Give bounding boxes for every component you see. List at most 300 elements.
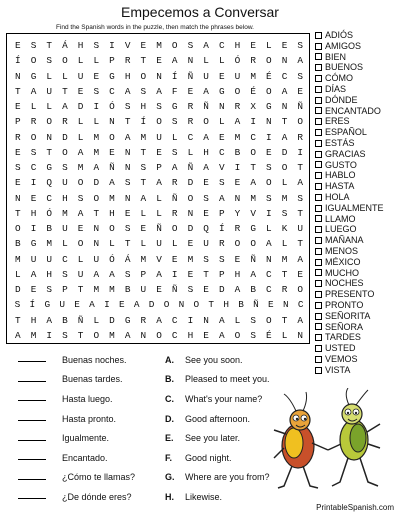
grid-letter[interactable]: C [171, 314, 178, 326]
grid-letter[interactable]: A [203, 131, 209, 143]
grid-letter[interactable]: U [203, 70, 209, 82]
word-list-item[interactable] [315, 116, 400, 127]
grid-letter[interactable]: E [30, 192, 37, 204]
grid-letter[interactable]: C [281, 70, 288, 82]
grid-letter[interactable]: B [62, 314, 68, 326]
grid-letter[interactable]: L [281, 329, 288, 341]
grid-letter[interactable]: E [187, 238, 194, 250]
grid-letter[interactable]: R [297, 131, 304, 143]
grid-letter[interactable]: A [93, 268, 100, 280]
grid-letter[interactable]: N [15, 70, 21, 82]
grid-letter[interactable]: S [124, 223, 131, 234]
grid-letter[interactable]: R [140, 314, 147, 326]
grid-letter[interactable]: S [203, 253, 209, 265]
grid-letter[interactable]: O [266, 177, 272, 189]
grid-letter[interactable]: R [281, 284, 288, 295]
word-list-item[interactable] [315, 268, 400, 279]
grid-letter[interactable]: E [187, 85, 194, 97]
answer-blank[interactable] [18, 420, 46, 421]
grid-letter[interactable]: E [203, 177, 209, 189]
grid-letter[interactable]: A [77, 146, 84, 158]
grid-letter[interactable]: G [109, 70, 115, 82]
grid-letter[interactable]: O [30, 131, 37, 143]
grid-letter[interactable]: O [203, 116, 209, 128]
grid-letter[interactable]: A [156, 314, 162, 326]
grid-letter[interactable]: O [163, 299, 170, 311]
grid-letter[interactable]: N [93, 238, 100, 250]
grid-letter[interactable]: R [62, 116, 68, 128]
answer-blank[interactable] [18, 361, 46, 362]
checkbox-icon[interactable] [315, 86, 322, 93]
checkbox-icon[interactable] [315, 334, 322, 341]
grid-letter[interactable]: R [30, 116, 37, 128]
grid-letter[interactable]: C [30, 162, 37, 173]
grid-letter[interactable]: U [203, 238, 209, 250]
grid-letter[interactable]: T [46, 146, 53, 158]
grid-letter[interactable]: N [266, 116, 272, 128]
grid-letter[interactable]: Ñ [297, 101, 304, 112]
grid-letter[interactable]: D [62, 131, 68, 143]
grid-letter[interactable]: L [46, 101, 53, 112]
grid-letter[interactable]: U [93, 253, 100, 265]
grid-letter[interactable]: Y [234, 207, 241, 219]
word-list-item[interactable] [315, 203, 400, 214]
grid-letter[interactable]: O [250, 238, 256, 250]
checkbox-icon[interactable] [315, 151, 322, 158]
grid-letter[interactable]: A [124, 329, 131, 341]
grid-letter[interactable]: I [46, 329, 53, 341]
grid-letter[interactable]: Q [203, 223, 209, 234]
grid-letter[interactable]: O [140, 70, 147, 82]
grid-letter[interactable]: O [46, 116, 53, 128]
word-list-item[interactable] [315, 311, 400, 322]
grid-letter[interactable]: O [77, 177, 84, 189]
grid-letter[interactable]: E [156, 284, 162, 295]
grid-letter[interactable]: L [218, 116, 225, 128]
grid-letter[interactable]: G [30, 70, 37, 82]
grid-letter[interactable]: H [234, 268, 241, 280]
grid-letter[interactable]: Ñ [156, 223, 162, 234]
grid-letter[interactable]: E [15, 177, 21, 189]
grid-letter[interactable]: M [109, 284, 115, 295]
grid-letter[interactable]: O [234, 85, 241, 97]
grid-letter[interactable]: N [234, 192, 241, 204]
grid-letter[interactable]: Ó [46, 207, 53, 219]
grid-letter[interactable]: T [15, 85, 21, 97]
grid-letter[interactable]: A [30, 268, 37, 280]
grid-letter[interactable]: N [187, 55, 194, 67]
grid-letter[interactable]: M [281, 192, 288, 204]
grid-letter[interactable]: I [187, 314, 194, 326]
grid-letter[interactable]: A [156, 268, 162, 280]
grid-letter[interactable]: N [46, 131, 53, 143]
grid-letter[interactable]: S [281, 207, 288, 219]
grid-letter[interactable]: D [109, 314, 115, 326]
grid-letter[interactable]: Ñ [171, 284, 178, 295]
grid-letter[interactable]: O [93, 329, 100, 341]
grid-letter[interactable]: R [187, 116, 194, 128]
grid-letter[interactable]: H [140, 101, 147, 112]
checkbox-icon[interactable] [315, 302, 322, 309]
grid-letter[interactable]: L [15, 268, 21, 280]
grid-letter[interactable]: R [124, 55, 131, 67]
checkbox-icon[interactable] [315, 53, 322, 60]
grid-letter[interactable]: N [15, 192, 21, 204]
grid-letter[interactable]: G [30, 238, 37, 250]
grid-letter[interactable]: N [203, 314, 209, 326]
grid-letter[interactable]: S [140, 162, 147, 173]
grid-letter[interactable]: N [218, 101, 225, 112]
grid-letter[interactable]: T [15, 207, 21, 219]
grid-letter[interactable]: R [187, 101, 194, 112]
grid-letter[interactable]: U [77, 70, 84, 82]
grid-letter[interactable]: Ñ [203, 101, 209, 112]
grid-letter[interactable]: T [77, 284, 84, 295]
grid-letter[interactable]: S [124, 101, 131, 112]
grid-letter[interactable]: T [250, 162, 256, 173]
grid-letter[interactable]: S [93, 85, 100, 97]
grid-letter[interactable]: G [44, 299, 51, 311]
grid-letter[interactable]: M [250, 192, 256, 204]
grid-letter[interactable]: E [140, 223, 147, 234]
grid-letter[interactable]: O [109, 131, 115, 143]
grid-letter[interactable]: Í [171, 70, 178, 82]
answer-blank[interactable] [18, 459, 46, 460]
grid-letter[interactable]: I [104, 299, 110, 311]
grid-letter[interactable]: A [281, 131, 288, 143]
grid-letter[interactable]: U [297, 223, 304, 234]
grid-letter[interactable]: G [124, 314, 131, 326]
grid-letter[interactable]: S [62, 329, 68, 341]
grid-letter[interactable]: P [62, 284, 68, 295]
grid-letter[interactable]: E [93, 70, 100, 82]
grid-letter[interactable]: E [109, 146, 115, 158]
grid-letter[interactable]: C [171, 329, 178, 341]
grid-letter[interactable]: A [156, 177, 162, 189]
grid-letter[interactable]: N [93, 223, 100, 234]
word-list-item[interactable] [315, 106, 400, 117]
grid-letter[interactable]: Q [46, 177, 53, 189]
grid-letter[interactable]: T [62, 85, 68, 97]
grid-letter[interactable]: O [281, 162, 288, 173]
grid-letter[interactable]: N [124, 192, 131, 204]
grid-letter[interactable]: M [93, 284, 100, 295]
grid-letter[interactable]: Ñ [187, 162, 194, 173]
grid-letter[interactable]: E [156, 55, 162, 67]
word-list-item[interactable] [315, 170, 400, 181]
grid-letter[interactable]: R [218, 238, 225, 250]
grid-letter[interactable]: O [171, 40, 178, 51]
grid-letter[interactable]: A [297, 253, 304, 265]
grid-letter[interactable]: O [234, 238, 241, 250]
answer-blank[interactable] [18, 440, 46, 441]
grid-letter[interactable]: U [234, 70, 241, 82]
grid-letter[interactable]: T [124, 116, 131, 128]
grid-letter[interactable]: A [124, 131, 131, 143]
grid-letter[interactable]: E [77, 223, 84, 234]
grid-letter[interactable]: E [187, 268, 194, 280]
grid-letter[interactable]: S [187, 40, 194, 51]
word-list-item[interactable] [315, 192, 400, 203]
grid-letter[interactable]: D [93, 177, 100, 189]
checkbox-icon[interactable] [315, 226, 322, 233]
grid-letter[interactable]: T [208, 299, 215, 311]
grid-letter[interactable]: S [187, 284, 194, 295]
grid-letter[interactable]: L [93, 314, 100, 326]
grid-letter[interactable]: Ñ [109, 162, 115, 173]
grid-letter[interactable]: Ó [109, 253, 115, 265]
grid-letter[interactable]: H [234, 40, 241, 51]
grid-letter[interactable]: L [77, 253, 84, 265]
grid-letter[interactable]: G [46, 162, 53, 173]
grid-letter[interactable]: I [250, 116, 256, 128]
grid-letter[interactable]: S [297, 40, 304, 51]
grid-letter[interactable]: B [234, 146, 241, 158]
word-list-item[interactable] [315, 52, 400, 63]
grid-letter[interactable]: S [15, 162, 21, 173]
checkbox-icon[interactable] [315, 172, 322, 179]
grid-letter[interactable]: E [15, 40, 21, 51]
grid-letter[interactable]: S [297, 192, 304, 204]
checkbox-icon[interactable] [315, 129, 322, 136]
grid-letter[interactable]: U [77, 268, 84, 280]
grid-letter[interactable]: B [238, 299, 244, 311]
grid-letter[interactable]: T [297, 238, 304, 250]
grid-letter[interactable]: O [171, 223, 178, 234]
grid-letter[interactable]: A [140, 192, 147, 204]
grid-letter[interactable]: S [218, 253, 225, 265]
grid-letter[interactable]: M [46, 238, 53, 250]
grid-letter[interactable]: A [93, 162, 100, 173]
checkbox-icon[interactable] [315, 291, 322, 298]
grid-letter[interactable]: A [218, 329, 225, 341]
grid-letter[interactable]: P [218, 268, 225, 280]
grid-letter[interactable]: Ñ [253, 299, 259, 311]
grid-letter[interactable]: N [124, 162, 131, 173]
grid-letter[interactable]: T [93, 207, 100, 219]
grid-letter[interactable]: N [266, 253, 272, 265]
word-list-item[interactable] [315, 235, 400, 246]
word-list-item[interactable] [315, 246, 400, 257]
grid-letter[interactable]: É [266, 329, 272, 341]
grid-letter[interactable]: T [46, 40, 53, 51]
grid-letter[interactable]: L [171, 238, 178, 250]
grid-letter[interactable]: L [30, 101, 37, 112]
grid-letter[interactable]: L [156, 207, 162, 219]
grid-letter[interactable]: U [62, 223, 68, 234]
grid-letter[interactable]: C [218, 40, 225, 51]
grid-letter[interactable]: C [218, 146, 225, 158]
grid-letter[interactable]: T [281, 116, 288, 128]
grid-letter[interactable]: R [171, 177, 178, 189]
grid-letter[interactable]: E [74, 299, 80, 311]
grid-letter[interactable]: Í [140, 116, 147, 128]
grid-letter[interactable]: C [109, 85, 115, 97]
grid-letter[interactable]: L [77, 131, 84, 143]
grid-letter[interactable]: X [250, 101, 256, 112]
grid-letter[interactable]: L [281, 238, 288, 250]
answer-blank[interactable] [18, 498, 46, 499]
grid-letter[interactable]: A [234, 284, 241, 295]
grid-letter[interactable]: U [156, 131, 162, 143]
word-list-item[interactable] [315, 354, 400, 365]
grid-letter[interactable]: R [234, 101, 241, 112]
grid-letter[interactable]: L [266, 40, 272, 51]
checkbox-icon[interactable] [315, 205, 322, 212]
word-list-item[interactable] [315, 62, 400, 73]
grid-letter[interactable]: L [93, 116, 100, 128]
word-list-item[interactable] [315, 278, 400, 289]
grid-letter[interactable]: I [171, 268, 178, 280]
grid-letter[interactable]: S [14, 299, 21, 311]
grid-letter[interactable]: L [140, 238, 147, 250]
grid-letter[interactable]: O [156, 116, 162, 128]
grid-letter[interactable]: S [140, 85, 147, 97]
grid-letter[interactable]: L [62, 238, 68, 250]
grid-letter[interactable]: T [203, 268, 209, 280]
grid-letter[interactable]: D [77, 101, 84, 112]
grid-letter[interactable]: A [297, 314, 304, 326]
grid-letter[interactable]: S [46, 284, 53, 295]
grid-letter[interactable]: É [250, 85, 256, 97]
word-list-item[interactable] [315, 149, 400, 160]
grid-letter[interactable]: C [187, 131, 194, 143]
checkbox-icon[interactable] [315, 140, 322, 147]
grid-letter[interactable]: L [46, 70, 53, 82]
grid-letter[interactable]: E [118, 299, 125, 311]
grid-letter[interactable]: E [203, 329, 209, 341]
grid-letter[interactable]: T [140, 146, 147, 158]
grid-letter[interactable]: S [30, 40, 37, 51]
grid-letter[interactable]: I [234, 162, 241, 173]
grid-letter[interactable]: C [297, 299, 304, 311]
checkbox-icon[interactable] [315, 75, 322, 82]
grid-letter[interactable]: S [124, 177, 131, 189]
grid-letter[interactable]: A [203, 85, 209, 97]
grid-letter[interactable]: S [266, 192, 272, 204]
grid-letter[interactable]: H [124, 70, 131, 82]
grid-letter[interactable]: E [281, 40, 288, 51]
grid-letter[interactable]: S [93, 40, 100, 51]
grid-letter[interactable]: A [77, 207, 84, 219]
grid-letter[interactable]: S [250, 329, 256, 341]
grid-letter[interactable]: G [250, 223, 256, 234]
grid-letter[interactable]: B [250, 284, 256, 295]
grid-letter[interactable]: P [140, 268, 147, 280]
grid-letter[interactable]: T [281, 268, 288, 280]
grid-letter[interactable]: S [124, 268, 131, 280]
grid-letter[interactable]: L [203, 55, 209, 67]
answer-blank[interactable] [18, 400, 46, 401]
grid-letter[interactable]: A [281, 85, 288, 97]
grid-letter[interactable]: S [171, 146, 178, 158]
grid-letter[interactable]: A [62, 101, 68, 112]
grid-letter[interactable]: M [187, 253, 194, 265]
grid-letter[interactable]: D [187, 177, 194, 189]
grid-letter[interactable]: U [30, 253, 37, 265]
grid-letter[interactable]: G [218, 85, 225, 97]
grid-letter[interactable]: A [15, 329, 21, 341]
grid-letter[interactable]: N [281, 55, 288, 67]
grid-letter[interactable]: A [46, 314, 53, 326]
checkbox-icon[interactable] [315, 107, 322, 114]
checkbox-icon[interactable] [315, 237, 322, 244]
word-list-item[interactable] [315, 73, 400, 84]
grid-letter[interactable]: N [156, 70, 162, 82]
grid-letter[interactable]: A [250, 177, 256, 189]
grid-letter[interactable]: B [46, 223, 53, 234]
word-list-item[interactable] [315, 181, 400, 192]
grid-letter[interactable]: D [187, 223, 194, 234]
grid-letter[interactable]: R [234, 223, 241, 234]
grid-letter[interactable]: I [109, 40, 115, 51]
grid-letter[interactable]: L [77, 116, 84, 128]
grid-letter[interactable]: O [234, 329, 241, 341]
grid-letter[interactable]: O [297, 284, 304, 295]
checkbox-icon[interactable] [315, 259, 322, 266]
grid-letter[interactable]: E [234, 253, 241, 265]
checkbox-icon[interactable] [315, 64, 322, 71]
grid-letter[interactable]: I [93, 101, 100, 112]
grid-letter[interactable]: H [203, 146, 209, 158]
grid-letter[interactable]: I [30, 223, 37, 234]
grid-letter[interactable]: S [30, 146, 37, 158]
grid-letter[interactable]: E [15, 101, 21, 112]
grid-letter[interactable]: U [140, 284, 147, 295]
grid-letter[interactable]: B [124, 284, 131, 295]
grid-letter[interactable]: O [266, 55, 272, 67]
checkbox-icon[interactable] [315, 323, 322, 330]
grid-letter[interactable]: Ñ [187, 70, 194, 82]
grid-letter[interactable]: V [250, 207, 256, 219]
grid-letter[interactable]: D [281, 146, 288, 158]
grid-letter[interactable]: E [234, 177, 241, 189]
grid-letter[interactable]: S [77, 192, 84, 204]
grid-letter[interactable]: E [15, 146, 21, 158]
grid-letter[interactable]: A [109, 177, 115, 189]
grid-letter[interactable]: H [223, 299, 229, 311]
grid-letter[interactable]: E [171, 253, 178, 265]
grid-letter[interactable]: R [171, 207, 178, 219]
grid-letter[interactable]: A [133, 299, 140, 311]
grid-letter[interactable]: E [218, 70, 225, 82]
grid-letter[interactable]: I [266, 207, 272, 219]
checkbox-icon[interactable] [315, 194, 322, 201]
grid-letter[interactable]: T [124, 238, 131, 250]
grid-letter[interactable]: A [109, 268, 115, 280]
checkbox-icon[interactable] [315, 280, 322, 287]
grid-letter[interactable]: A [234, 116, 241, 128]
grid-letter[interactable]: L [187, 146, 194, 158]
grid-letter[interactable]: M [140, 131, 147, 143]
grid-letter[interactable]: T [140, 55, 147, 67]
grid-letter[interactable]: S [156, 101, 162, 112]
grid-letter[interactable]: N [124, 146, 131, 158]
grid-letter[interactable]: P [218, 207, 225, 219]
grid-letter[interactable]: L [218, 55, 225, 67]
grid-letter[interactable]: I [297, 146, 304, 158]
checkbox-icon[interactable] [315, 32, 322, 39]
grid-letter[interactable]: M [93, 131, 100, 143]
grid-letter[interactable]: A [218, 192, 225, 204]
grid-letter[interactable]: L [140, 207, 147, 219]
grid-letter[interactable]: E [268, 299, 274, 311]
grid-letter[interactable]: Í [218, 223, 225, 234]
grid-letter[interactable]: N [187, 207, 194, 219]
grid-letter[interactable]: C [266, 268, 272, 280]
grid-letter[interactable]: M [234, 131, 241, 143]
word-list-item[interactable] [315, 41, 400, 52]
